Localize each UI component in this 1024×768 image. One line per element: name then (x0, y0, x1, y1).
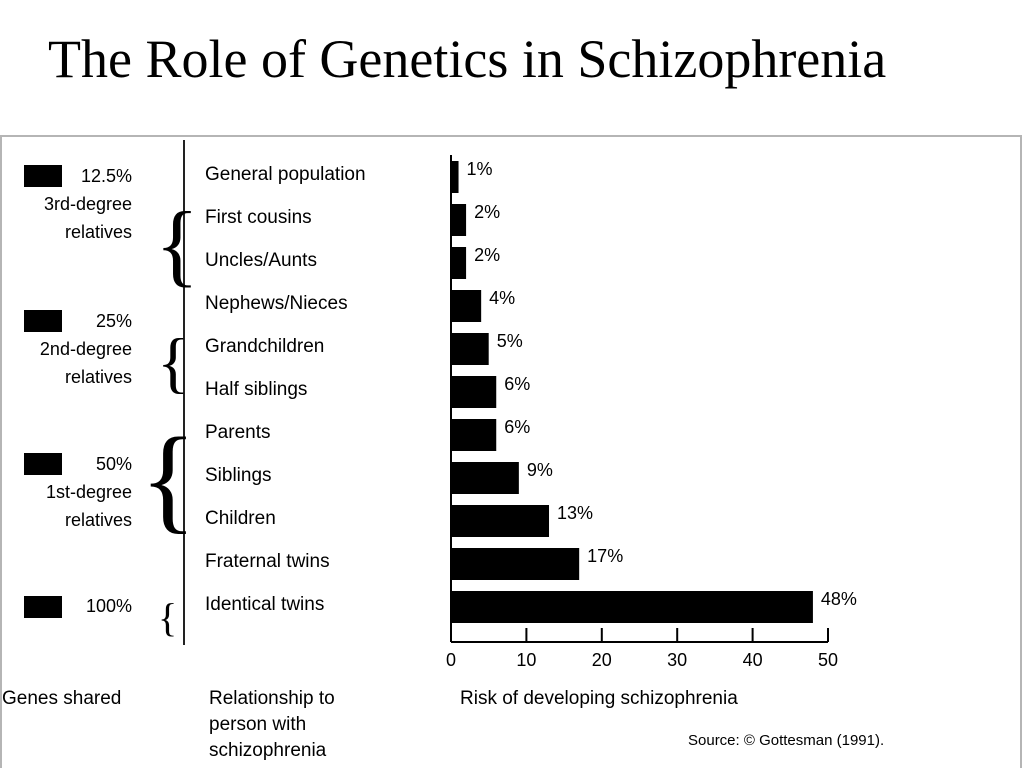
genes-group-identical (0, 592, 180, 622)
slide-title: The Role of Genetics in Schizophrenia (48, 29, 887, 89)
bar-value-label: 1% (466, 159, 493, 179)
genes-group-3rd-degree (0, 160, 180, 250)
bar (451, 204, 466, 236)
relationship-label: First cousins (205, 207, 312, 228)
relationship-label: General population (205, 164, 366, 185)
genes-text-100 (86, 592, 132, 620)
genes-relatives: relatives (64, 222, 132, 242)
genes-degree: 3rd-degree (43, 194, 132, 214)
risk-axis-label: Risk of developing schizophrenia (460, 688, 738, 709)
bar (451, 247, 466, 279)
genes-percent: 25% (95, 311, 132, 331)
bar-value-label: 5% (496, 331, 523, 351)
bar (451, 161, 459, 193)
genes-text-3rd (44, 162, 132, 246)
genes-text-2nd (40, 307, 132, 391)
risk-bar-chart (440, 150, 900, 680)
relationship-line: schizophrenia (209, 740, 327, 761)
bar (451, 505, 549, 537)
bar-value-label: 17% (587, 546, 624, 566)
relationship-label: Nephews/Nieces (205, 293, 348, 314)
x-tick-label: 10 (516, 650, 537, 670)
relationship-label: Fraternal twins (205, 551, 330, 572)
relationship-line: person with (209, 714, 307, 735)
bar (451, 376, 496, 408)
genes-percent: 50% (95, 454, 132, 474)
bar (451, 419, 496, 451)
x-tick-label: 20 (591, 650, 612, 670)
source-citation: Source: © Gottesman (1991). (688, 732, 885, 749)
brace-3rd-degree: { (155, 193, 200, 295)
bar (451, 290, 481, 322)
genes-relatives: relatives (64, 510, 132, 530)
brace-2nd-degree: { (157, 324, 190, 400)
bar (451, 333, 489, 365)
x-tick-label: 40 (742, 650, 763, 670)
relationship-label: Parents (205, 422, 271, 443)
relationship-label: Half siblings (205, 379, 308, 400)
bar-value-label: 2% (474, 202, 501, 222)
bar-value-label: 13% (557, 503, 594, 523)
genes-degree: 2nd-degree (39, 339, 132, 359)
genes-percent: 12.5% (80, 166, 132, 186)
relationship-line: Relationship to (209, 688, 335, 709)
brace-1st-degree: { (140, 413, 197, 544)
x-tick-label: 0 (445, 650, 457, 670)
relationship-axis-label (209, 686, 335, 764)
x-tick-label: 30 (667, 650, 688, 670)
genes-degree: 1st-degree (45, 482, 132, 502)
bar-value-label: 48% (820, 589, 857, 609)
relationship-label: Siblings (205, 465, 272, 486)
x-tick-label: 50 (817, 650, 839, 670)
genes-relatives: relatives (64, 367, 132, 387)
genes-shared-label: Genes shared (2, 688, 122, 709)
genes-group-2nd-degree (0, 305, 180, 395)
bar (451, 462, 519, 494)
relationship-label: Children (205, 508, 276, 529)
brace-identical: { (158, 595, 178, 640)
genes-text-1st (46, 450, 132, 534)
bar (451, 548, 579, 580)
relationship-label: Grandchildren (205, 336, 325, 357)
bar-value-label: 2% (474, 245, 501, 265)
genes-percent: 100% (85, 596, 132, 616)
bar-value-label: 6% (504, 417, 531, 437)
bar (451, 591, 813, 623)
bar-value-label: 6% (504, 374, 531, 394)
relationship-label: Uncles/Aunts (205, 250, 317, 271)
bar-value-label: 4% (489, 288, 516, 308)
swatch-100 (24, 596, 62, 618)
bar-value-label: 9% (526, 460, 553, 480)
relationship-label: Identical twins (205, 594, 325, 615)
